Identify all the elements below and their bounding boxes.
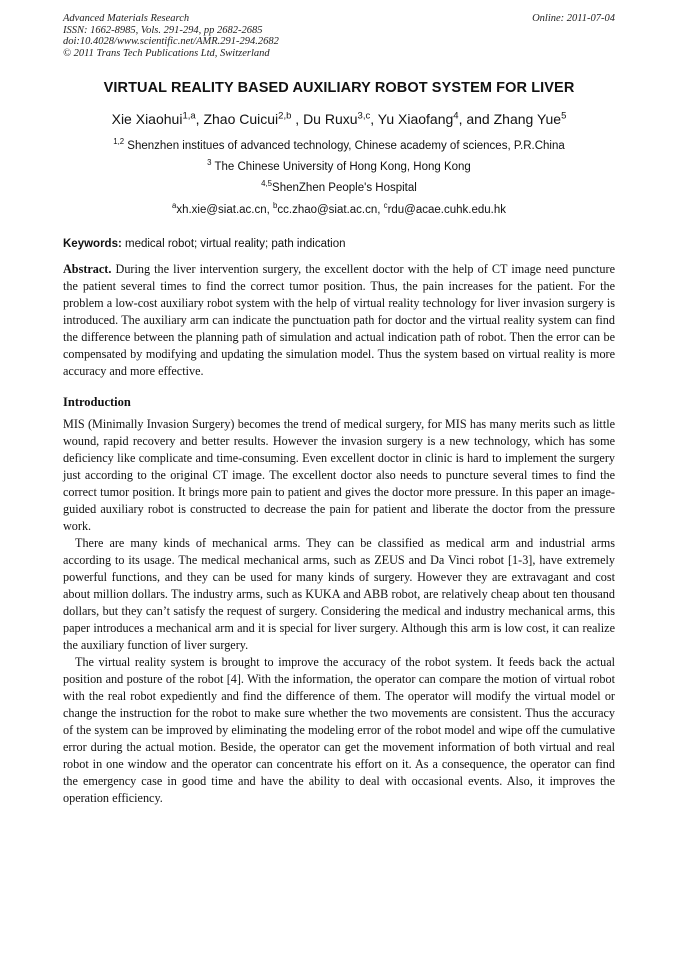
doi-line: doi:10.4028/www.scientific.net/AMR.291-294.2682 bbox=[63, 36, 279, 47]
author-sep: , bbox=[370, 111, 378, 127]
affiliation-2 bbox=[30, 158, 648, 173]
online-date: Online: 2011-07-04 bbox=[532, 13, 615, 24]
author-sup: 2,b bbox=[278, 110, 292, 122]
paragraph: There are many kinds of mechanical arms. They can be classified as medical arm and industrial arms according to its usage. The medical mechanical arms, such as ZEUS and Da Vinci robot [1-3], have extremely powerful functions, and they can be used for many kinds of surgery. However they are extravagant and cost about million dollars. The industry arms, such as KUKA and ABB robot, are relatively cheap about ten thousand dollars, but they can’t satisfy the request of surgery. Considering the medical and industry mechanical arms, this paper introduces a mechanical arm and it is special for liver surgery. Although this arm is low cost, it can realize the auxiliary function of liver surgery. bbox=[63, 536, 615, 652]
paper-title: VIRTUAL REALITY BASED AUXILIARY ROBOT SYSTEM FOR LIVER bbox=[103, 80, 575, 96]
abstract-label: Abstract. bbox=[63, 262, 112, 276]
issn-line: ISSN: 1662-8985, Vols. 291-294, pp 2682-2685 bbox=[63, 24, 263, 36]
author-line bbox=[30, 111, 648, 127]
author-name: Zhang Yue bbox=[493, 111, 562, 127]
email-text[interactable]: rdu@acae.cuhk.edu.hk bbox=[387, 204, 507, 216]
email-sup: a bbox=[171, 201, 177, 211]
running-header bbox=[63, 13, 615, 59]
author-sep: , and bbox=[458, 111, 494, 127]
introduction-body bbox=[63, 416, 615, 807]
affiliation-text: ShenZhen People's Hospital bbox=[272, 182, 417, 194]
author-sep: , bbox=[195, 111, 204, 127]
affiliation-sup: 3 bbox=[207, 158, 212, 168]
abstract bbox=[63, 261, 615, 380]
affiliation-3 bbox=[30, 179, 648, 194]
author-sep: , bbox=[291, 111, 304, 127]
affiliation-sup: 4,5 bbox=[261, 179, 273, 189]
journal-name: Advanced Materials Research bbox=[63, 13, 190, 24]
author-name: Du Ruxu bbox=[303, 111, 358, 127]
author-name: Yu Xiaofang bbox=[377, 111, 454, 127]
keywords-text: medical robot; virtual reality; path indication bbox=[121, 238, 346, 250]
paragraph: MIS (Minimally Invasion Surgery) becomes the trend of medical surgery, for MIS has many merits such as little wound, rapid recovery and better results. However the invasion surgery is a new technology, which has some deficiency like complicate and time-consuming. Even excellent doctor in clinic is hard to implement the surgery just according to the original CT image. The excellent doctor also needs to puncture several times to find the correct tumor position. It brings more pain to patient and gives the doctor more pressure. In this paper an image-guided auxiliary robot is constructed to decrease the pain for patient and liberate the doctor from the pressure work. bbox=[63, 417, 615, 533]
keywords-label: Keywords: bbox=[63, 238, 122, 250]
abstract-text: During the liver intervention surgery, the excellent doctor with the help of CT image need puncture the patient several times to find the correct tumor position. Thus, the pain increases for the patient. For the problem a low-cost auxiliary robot system with the help of virtual reality technology for liver invasion surgery is introduced. The auxiliary arm can indicate the punctuation path for doctor and the virtual reality system can find the difference between the planning path of simulation and actual indication path of robot. Then the error can be compensated by modifying and updating the simulation model. Thus the system based on virtual reality is more accuracy and more effective. bbox=[63, 262, 615, 378]
email-text[interactable]: cc.zhao@siat.ac.cn, bbox=[277, 204, 384, 216]
author-sup: 4 bbox=[453, 110, 459, 122]
email-sup: b bbox=[273, 201, 278, 211]
paragraph: The virtual reality system is brought to improve the accuracy of the robot system. It feeds back the actual position and posture of the robot [4]. With the information, the operator can compare the motion of virtual robot with the real robot expediently and find the difference of them. The operator will modify the virtual model or change the instruction for the robot to make sure whether the two movements are consistent. Thus the accuracy of the system can be improved by eliminating the modeling error of the robot model and wipe off the cumulative error during the actual motion. Beside, the operator can get the movement information of both virtual and real robot in one window and the operator can concentrate his effort on it. As a consequence, the operator can find the emergency case in good time and have the ability to deal with occasional events. Also, it improves the operation efficiency. bbox=[63, 655, 615, 805]
author-name: Zhao Cuicui bbox=[203, 111, 279, 127]
affiliation-text: The Chinese University of Hong Kong, Hong Kong bbox=[211, 161, 471, 173]
affiliation-text: Shenzhen institues of advanced technology, Chinese academy of sciences, P.R.China bbox=[124, 140, 565, 152]
author-sup: 5 bbox=[561, 110, 567, 122]
email-text[interactable]: xh.xie@siat.ac.cn, bbox=[176, 204, 274, 216]
section-heading-introduction: Introduction bbox=[63, 395, 131, 409]
keywords bbox=[63, 238, 615, 250]
author-sup: 1,a bbox=[182, 110, 196, 122]
affiliation-1 bbox=[30, 137, 648, 152]
affiliation-sup: 1,2 bbox=[113, 137, 125, 147]
email-sup: c bbox=[383, 201, 388, 211]
author-sup: 3,c bbox=[357, 110, 371, 122]
copyright-line: © 2011 Trans Tech Publications Ltd, Switzerland bbox=[63, 47, 270, 59]
author-name: Xie Xiaohui bbox=[111, 111, 183, 127]
email-line bbox=[30, 201, 648, 216]
